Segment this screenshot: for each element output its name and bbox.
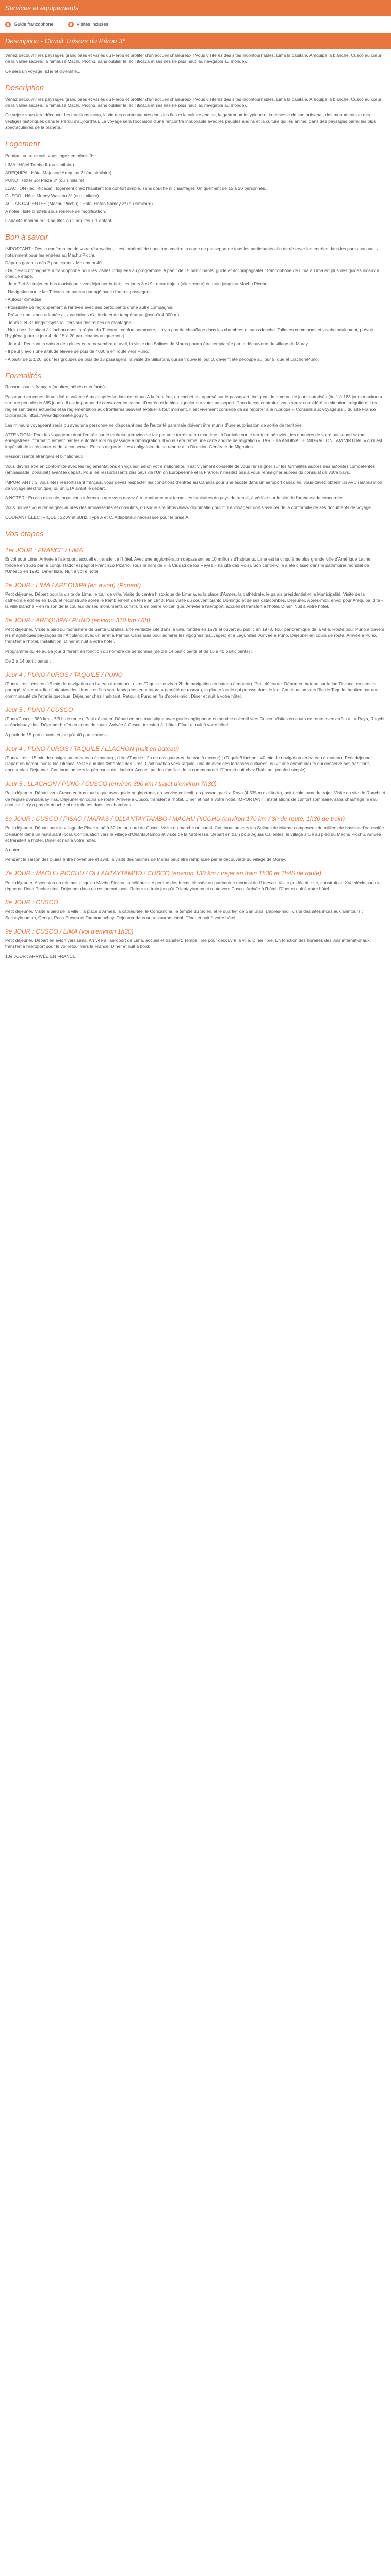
- visits-label: Visites incluses: [76, 21, 108, 27]
- bon-savoir-item: - A partir de 2/1/26, pour les groupes de plus de 15 passagers, la visite de Sillustani, qui se trouve le jour 3, devient été découpé au jour 5, que et Llachon/Puno.: [5, 356, 319, 362]
- day-title: 1er JOUR : FRANCE / LIMA: [5, 546, 83, 554]
- day-text: Petit déjeuner. Départ pour le village de Pisac situé à 32 km au nord de Cusco. Visite du marché artisanal. Continuation vers les Salines de Maras, composées de milliers de bassins d'eau salée. Déjeuner dans un restaurant local. Continuation vers le village d'Ollantaytambo et visite de la forteresse. Départ en train pour Aguas Calientes, le village situé au pied du Machu Picchu. Arrivée et transfert à l'hôtel. Dîner et nuit à votre hôtel.: [5, 825, 385, 843]
- formalites-paragraph: COURANT ÉLECTRIQUE : 220V et 60Hz. Type A et C. Adaptateur nécessaire pour le prise A.: [5, 515, 190, 520]
- formalites-paragraph: Ressortissants français (adultes, bébés et enfants) :: [5, 384, 107, 390]
- logement-title: Logement: [5, 139, 40, 148]
- day: [5, 616, 386, 645]
- bon-savoir-item: IMPORTANT : Dès la confirmation de votre réservation, il est impératif de nous transmettre la copie de passeport de tous les participants afin de réserver les entrées dans les parcs nationaux, notamment pour les entrées au Machu Picchu.: [5, 246, 380, 258]
- bon-savoir-item: - Autocar climatisé.: [5, 296, 43, 302]
- guide-icon: [5, 22, 11, 27]
- bon-savoir-item: - Jour 4 : Pendant la saison des pluies entre novembre et avril, la visite des Salines de Maras pourra être remplacée par la découverte du village de Moray.: [5, 341, 309, 347]
- description-paragraph: Ce sejour vous fera découvrir les traditions incas, la vie des communautés dans les îles et la culture andine, la gastronomie typique et la richesse de son artisanat, des monuments et des vestiges historiques dans le Pérou d'aujourd'hui. Le voyage sera l'occasion d'une rencontre inoubliable avec les peuples andins et la culture qui les anime, dans des paysages parmi les plus spectaculaires de la planète.: [5, 112, 376, 130]
- program-group: De 2 à 14 participants :: [5, 658, 51, 664]
- bon-savoir-item: - Nuit chez l'habitant à Llachon dans la région du Titicaca : confort sommaire, il n'y a pas de chauffage dans les chambres et sans douche. Toilettes communes et lavabo seulement, prévoir l'hygiène (pour le jour 4, de 15 à 20 participants uniquement).: [5, 327, 373, 339]
- day: [5, 898, 386, 921]
- day: [5, 744, 386, 773]
- bon-savoir-item: - Prévoir une tenue adaptée aux variations d'altitude et de température (jusqu'à 4 000 m).: [5, 312, 181, 317]
- day-text: (Puno/Cusco : 389 km – 7/8 h de route). Petit déjeuner. Départ en bus touristique avec guide anglophone en service collectif vers Cusco. Visites en cours de route avec arrêts à La Raya, Raqchi et Andahuaylillas. Déjeuner buffet en cours de route. Arrivée à Cusco, transfert à l'hôtel. Dîner et nuit à votre hôtel.: [5, 716, 385, 728]
- program-group: A partir de 15 participants et jusqu'à 40 participants :: [5, 732, 108, 738]
- visits-chip: [68, 21, 108, 27]
- day-title: 7e JOUR : MACHU PICCHU / OLLANTAYTAMBO / CUSCO (environ 130 km / trajet en train 1h30 et 1h45 de route): [5, 870, 321, 877]
- hotel-item: LIMA : Hôtel Tambo II (ou similaire): [5, 162, 74, 168]
- bon-savoir-item: - Navigation sur le lac Titicaca en bateau partagé avec d'autres passagers.: [5, 289, 152, 295]
- visits-icon: [68, 22, 74, 27]
- day: [5, 581, 386, 610]
- day-text: Pendant la saison des pluies entre novembre et avril, la visite des Salines de Maras peut être remplacée par la découverte du village de Moray.: [5, 857, 286, 862]
- formalites-paragraph: IMPORTANT : Si vous êtes ressortissant français, vous devez respecter les conditions d'entrée au Canada pour une escale dans un aéroport canadien, vous devez obtenir un AVE (autorisation de voyage électronique) ou un ETA avant le départ.: [5, 479, 382, 491]
- formalites-paragraph: Passeport en cours de validité et valable 6 mois après la date de retour. A la frontière, un cachet est apposé sur le passeport. Indiquant le nombre de jours autorisés (de 1 à 183 jours maximum sur une période de 365 jours). Il est important de conserver ce cachet d'entrée et le bien signaler sur votre passeport. Dans le cas contraire, vous serez considéré en situation irrégulière. Les règles sanitaires actuelles et la réglementation aux frontières peuvent évoluer à tout moment. Il est vivement conseillé de se reporter à la rubrique « Conseils aux voyageurs » du site France Diplomatie, https://www.diplomatie.gouv.fr.: [5, 394, 382, 418]
- description-paragraph: Venez découvrir les paysages grandioses et variés du Pérou et profiter d'un accueil chaleureux ! Vous visiterez des sites incontournables, Lima la capitale, Arequipa la blanche, Cusco au cœur de la vallée sacrée, la fameuse Machu Picchu, sans oublier le lac Titicaca et ses îles (le plus haut lac navigable au monde).: [5, 96, 382, 108]
- formalites-paragraph: A NOTER : En cas d'escale, nous vous informons que vous devez être conforme aux formalités sanitaires du pays de transit, à vérifier sur le site de l'ambassade concernée.: [5, 495, 344, 501]
- day: [5, 658, 386, 665]
- logement-intro: Pendant votre circuit, vous logez en hôtels 3* :: [5, 152, 96, 158]
- day: [5, 706, 386, 728]
- day-final: 10e JOUR : ARRIVÉE EN FRANCE: [5, 953, 76, 959]
- day-text: (Puno/Uros : environ 15 min de navigation en bateau à moteur) ; (Uros/Taquile : environ 2h de navigation en bateau à moteur). Petit déjeuner. Départ en bateau sur le lac Titicaca, en service partagé. Visite aux îles flottantes des Uros. Les îles sont fabriquées en « totora » (variété de roseau), la plante locale qui pousse dans le lac. Continuation vers l'île de Taquile, habitée par une communauté de l'ethnie quechua. Déjeuner chez l'habitant. Retour à Puno en fin d'après-midi. Dîner et nuit à votre hôtel.: [5, 681, 379, 699]
- day: [5, 779, 386, 808]
- day-text: Petit déjeuner. Visite à pied du monastère de Santa Catalina, une véritable cité dans la ville, fondée en 1579 et ouvert au public en 1970. Tour panoramique de la ville. Route pour Puno à travers les magnifiques paysages de l'Altiplano, avec un arrêt à Pampa Cañahuas pour admirer les vigognes (sauvages) et à Lagunillas. Arrivée à Puno. Déjeuner en cours de route. Arrivée à Puno, transfert à l'hôtel. Installation. Dîner et nuit à votre hôtel.: [5, 626, 384, 645]
- day: [5, 671, 386, 700]
- logement-note: A noter : liste d'hôtels sous réserve de modification.: [5, 208, 106, 214]
- hotel-list: [5, 162, 386, 207]
- bon-savoir-list: [5, 246, 386, 363]
- guide-label: Guide francophone: [14, 21, 54, 27]
- description-section-bar: Description - Circuit Trésors du Pérou 3*: [0, 33, 391, 49]
- services-icons: [0, 16, 391, 33]
- bon-savoir-item: - Possibilité de regroupement à l'arrivée avec des participants d'une autre compagnie.: [5, 304, 174, 310]
- guide-chip: [5, 21, 54, 27]
- day-title: Jour 4 : PUNO / UROS / TAQUILE / PUNO: [5, 671, 123, 679]
- bon-savoir-title: Bon à savoir: [5, 233, 48, 242]
- day-text: Petit déjeuner. Départ pour la visite de Lima, le tour de ville. Visite du centre historique de Lima avec la place d'Armes, la cathédrale, le palais présidentiel et la Municipalité. Visite de la cathédrale édifiée en 1625 et reconstruite après le tremblement de terre en 1940. Puis visite du couvent Santo Domingo et de ses catacombes. Déjeuner. Après-midi, envol pour Arequipa, dite « la ville blanche » en raison de la couleur de ses monuments construits en pierre volcanique. Arrivée à l'aéroport, accueil et transfert à l'hôtel. Dîner. Nuit à votre hôtel.: [5, 591, 384, 609]
- bon-savoir-item: - Jours 2 et 3 : longs trajets routiers sur des routes de montagne.: [5, 319, 133, 325]
- day-text: Petit déjeuner. Départ vers Cusco en bus touristique avec guide anglophone, en service collectif, en passant par La Raya (4 335 m d'altitude), point culminant du trajet. Visite du site de Raqchi et de l'église d'Andahuaylillas. Déjeuner en cours de route. Arrivée à Cusco, transfert à l'hôtel. Dîner et nuit à votre hôtel. IMPORTANT : installations de confort sommaire, sans chauffage ni eau chaude. Il n'y a pas de douche ni de toilettes dans les chambres.: [5, 790, 385, 808]
- day-text: Envol pour Lima. Arrivée à l'aéroport, accueil et transfert à l'hôtel. Avec une agglomération dépassant les 10 millions d'habitants, Lima est la cinquième plus grande ville d'Amérique Latine, fondée en 1535 par le conquistador espagnol Francisco Pizarro, sous le nom de « la Ciudad de los Reyes » (la cité des Rois). Son centre-ville a été classé dans le patrimoine mondial de l'Unesco en 1991. Dîner libre. Nuit à votre hôtel.: [5, 556, 372, 574]
- formalites-paragraph: Ressortissants étrangers et binationaux :: [5, 454, 86, 460]
- formalites-paragraph: ATTENTION : Pour les voyageurs dont l'entrée sur le territoire péruvien se fait par voie terrestre ou maritime : à l'arrivée sur le territoire péruvien, les données de votre passeport seront enregistrées informatiquement par les autorités lors du passage à l'immigration. Il vous sera remis une carte andine de migration « TARJETA ANDINA DE MIGRACION TAM VIRTUAL » qu'il est impératif de la réclamer et de la conserver. En cas de perte, il est obligatoire de se rendre à la Direction Générale de Migration.: [5, 432, 382, 450]
- bon-savoir-item: - Guide-accompagnateur francophone pour les visites indiquées au programme. A partir de 15 participants, guide et accompagnateur francophone de Lima à Lima en plus des guides locaux à chaque étape.: [5, 267, 380, 279]
- bon-savoir-item: Départs garantis dès 2 participants. Maximum 40.: [5, 260, 103, 265]
- day-title: Jour 4 : PUNO / UROS / TAQUILE / LLACHON (nuit en bateau): [5, 745, 180, 753]
- voyage-title: Vos étapes: [5, 530, 44, 538]
- content: [0, 49, 391, 960]
- day: [5, 869, 386, 892]
- program-note: Programme du 4e au 5e jour différent en fonction du nombre de personnes (de 2 à 14 participants et de 15 à 40 participants) :: [5, 649, 253, 654]
- formalites-paragraph: Vous pouvez vous renseigner auprès des ambassades et consulats, ou sur le site https://www.diplomatie.gouv.fr. Le voyageur doit s'assurer de la conformité de ses documents de voyage.: [5, 505, 372, 511]
- day-note-title: A noter :: [5, 847, 22, 853]
- day: [5, 649, 386, 655]
- day: [5, 927, 386, 950]
- bon-savoir-item: - Jour 7 et 8 : trajet en bus touristique avec déjeuner buffet ; les jours 8 et 9 : deux trajets (aller-retour) en train jusqu'au Machu Picchu.: [5, 281, 269, 287]
- formalites-paragraph: Les mineurs voyageant seuls ou avec une personne ne disposant pas de l'autorité parentale doivent être munis d'une autorisation de sortie de territoire.: [5, 422, 303, 428]
- day-title: 2e JOUR : LIMA / AREQUIPA (en avion) (Ponant): [5, 581, 141, 589]
- day: [5, 847, 386, 863]
- description-title: Description: [5, 83, 44, 92]
- day-text: (Puno/Uros : 15 min de navigation en bateau à moteur) ; (Uros/Taquile : 2h de navigation en bateau à moteur) ; (Taquile/Llachon : 40 min de navigation en bateau à moteur). Petit déjeuner. Départ en bateau sur le lac Titicaca. Visite aux îles flottantes des Uros. Continuation vers Taquile, une île avec des terrasses cultivées, où vit une communauté qui conserve ses traditions ancestrales. Déjeuner. Continuation vers la péninsule de Llachon. Accueil par les familles de la communauté. Dîner et nuit chez l'habitant (confort simple).: [5, 755, 373, 773]
- day-title: 8e JOUR : CUSCO: [5, 899, 58, 906]
- day-text: Petit déjeuner. Départ en avion vers Lima. Arrivée à l'aéroport de Lima, accueil et transfert. Temps libre pour découvrir la ville. Dîner libre. En fonction des horaires des vols internationaux, transfert à l'aéroport pour le vol retour vers la France. Dîner et nuit à bord.: [5, 938, 371, 950]
- day: [5, 954, 386, 960]
- day: [5, 546, 386, 575]
- intro-paragraph: Venez découvrir les paysages grandioses et variés du Pérou et profiter d'un accueil chaleureux ! Vous visiterez des sites incontournables, Lima la capitale, Arequipa la blanche, Cusco au cœur de la vallée sacrée, la fameuse Machu Picchu, sans oublier le lac Titicaca et ses îles (le plus haut lac navigable au monde).: [5, 53, 382, 64]
- day-title: Jour 5 : LLACHON / PUNO / CUSCO (environ 390 km / trajet d'environ 7h30): [5, 780, 217, 788]
- hotel-item: AREQUIPA : Hôtel Majestad Arequipa 3* (ou similaire): [5, 170, 112, 176]
- logement-capacity: Capacité maximum : 3 adultes ou 2 adultes + 1 enfant.: [5, 218, 113, 224]
- day-title: Jour 5 : PUNO / CUSCO: [5, 706, 73, 714]
- services-section-bar: Services et équipements: [0, 0, 391, 16]
- day: [5, 732, 386, 738]
- day-title: 9e JOUR : CUSCO / LIMA (vol d'environ 1h30): [5, 927, 134, 935]
- bon-savoir-item: - Il peut y avoir une altitude élevée de plus de 4000m en route vers Puno.: [5, 348, 149, 354]
- hotel-item: CUSCO : Hôtel Money Wasi ou 3* (ou similaire): [5, 193, 99, 198]
- hotel-item: LLACHON (lac Titicaca) : logement chez l'habitant (de confort simple, sans douche ni chauffage). Uniquement de 15 à 20 personnes.: [5, 185, 266, 191]
- formalites-paragraph: Vous devrez être en conformité avec les réglementations en vigueur, selon votre nationalité. Il est vivement conseillé de vous renseigner sur les formalités auprès des autorités compétentes (ambassade, consulat) avant le départ. Pour les ressortissants des pays de l'Union Européenne et la France, n'hésitez pas à vous renseigner auprès du consulat de votre pays.: [5, 463, 376, 475]
- intro: [5, 53, 386, 75]
- day: [5, 815, 386, 843]
- hotel-item: AGUAS CALIENTES (Machu Picchu) : Hôtel Hatun Samay 3* (ou similaire).: [5, 200, 154, 206]
- formalites-title: Formalités: [5, 371, 42, 380]
- page: [0, 0, 391, 984]
- intro-paragraph: Ce sera un voyage riche et diversifié...: [5, 69, 81, 74]
- hotel-item: PUNO : Hôtel Sol Plaza 3* (ou similaire): [5, 178, 84, 183]
- day-text: Petit déjeuner. Ascension en minibus jusqu'au Machu Picchu, la célèbre cité perdue des Incas, classée au patrimoine mondial de l'Unesco. Visite guidée du site, construit au XVe siècle sous le règne de l'Inca Pachacutec. Déjeuner dans un restaurant local. Retour en train jusqu'à Ollantaytambo et route vers Cusco. Arrivée à l'hôtel. Dîner et nuit à votre hôtel.: [5, 879, 381, 891]
- day-text: Petit déjeuner. Visite à pied de la ville : la place d'Armes, la cathédrale, le Coricancha, le temple du Soleil, et le quartier de San Blas. L'après-midi, visite des sites incas aux alentours : Sacsayhuaman, Qenqo, Puca Pucara et Tambomachay. Déjeuner dans un restaurant local. Dîner et nuit à votre hôtel.: [5, 908, 363, 920]
- day-title: 3e JOUR : AREQUIPA / PUNO (environ 310 km / 6h): [5, 616, 150, 624]
- day-title: 6e JOUR : CUSCO / PISAC / MARAS / OLLANTAYTAMBO / MACHU PICCHU (environ 170 km / 3h de route, 1h30 de train): [5, 815, 345, 823]
